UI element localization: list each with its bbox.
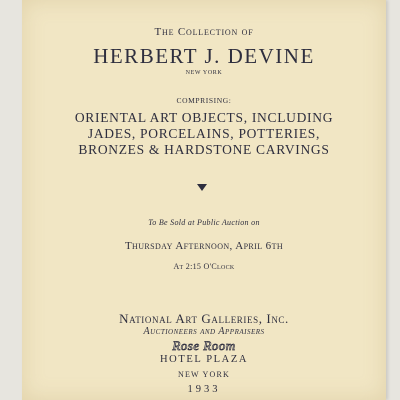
owner-city: NEW YORK	[185, 70, 223, 76]
description-line-1: ORIENTAL ART OBJECTS, INCLUDING	[74, 110, 334, 125]
down-triangle-icon	[197, 184, 207, 191]
hotel-name: HOTEL PLAZA	[159, 354, 249, 365]
room-name: Rose Room	[172, 338, 236, 353]
owner-name: HERBERT J. DEVINE	[93, 44, 315, 68]
catalog-cover	[22, 0, 386, 400]
auction-notice: To Be Sold at Public Auction on	[148, 218, 260, 227]
auctioneers-line: Auctioneers and Appraisers	[143, 326, 265, 337]
sale-date: Thursday Afternoon, April 6th	[124, 240, 284, 252]
hotel-city: NEW YORK	[177, 370, 231, 379]
collection-heading: The Collection of	[154, 26, 254, 38]
description-line-2: JADES, PORCELAINS, POTTERIES,	[87, 126, 321, 141]
comprising-label: COMPRISING:	[176, 96, 232, 105]
sale-time: At 2:15 O'Clock	[173, 262, 235, 271]
publication-year: 1933	[187, 384, 221, 395]
galleries-name: National Art Galleries, Inc.	[119, 311, 289, 326]
description-line-3: BRONZES & HARDSTONE CARVINGS	[78, 142, 330, 157]
